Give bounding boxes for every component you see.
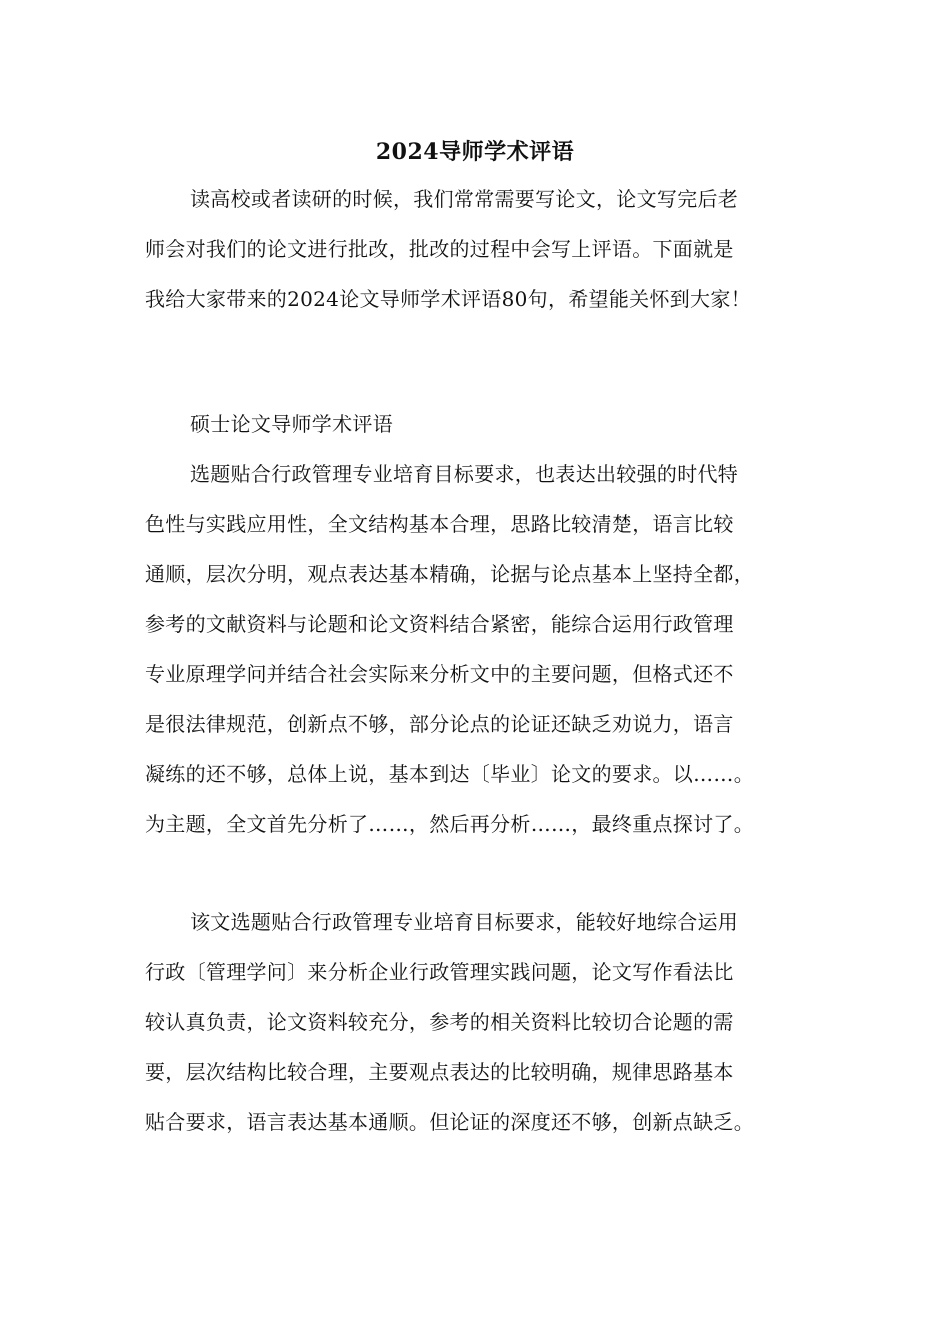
intro-line-2: 师会对我们的论文进行批改，批改的过程中会写上评语。下面就是 bbox=[145, 237, 734, 261]
paragraph1-line-3: 通顺，层次分明，观点表达基本精确，论据与论点基本上坚持全都， bbox=[145, 562, 754, 586]
intro-line-3: 我给大家带来的2024论文导师学术评语80句，希望能关怀到大家！ bbox=[145, 287, 751, 311]
paragraph1-line-6: 是很法律规范，创新点不够，部分论点的论证还缺乏劝说力，语言 bbox=[145, 712, 734, 736]
paragraph1-line-2: 色性与实践应用性，全文结构基本合理，思路比较清楚，语言比较 bbox=[145, 512, 734, 536]
paragraph2-line-2: 行政〔管理学问〕来分析企业行政管理实践问题，论文写作看法比 bbox=[145, 960, 734, 984]
paragraph1-line-4: 参考的文献资料与论题和论文资料结合紧密，能综合运用行政管理 bbox=[145, 612, 734, 636]
paragraph2-line-3: 较认真负责，论文资料较充分，参考的相关资料比较切合论题的需 bbox=[145, 1010, 734, 1034]
intro-line-1: 读高校或者读研的时候，我们常常需要写论文，论文写完后老 bbox=[190, 187, 739, 211]
paragraph1-line-8: 为主题，全文首先分析了……，然后再分析……，最终重点探讨了。 bbox=[145, 812, 754, 836]
section-heading: 硕士论文导师学术评语 bbox=[190, 412, 393, 436]
document-title: 2024导师学术评语 bbox=[375, 139, 575, 165]
paragraph2-line-1: 该文选题贴合行政管理专业培育目标要求，能较好地综合运用 bbox=[190, 910, 739, 934]
paragraph2-line-4: 要，层次结构比较合理，主要观点表达的比较明确，规律思路基本 bbox=[145, 1060, 734, 1084]
paragraph1-line-7: 凝练的还不够，总体上说，基本到达〔毕业〕论文的要求。以……。 bbox=[145, 762, 754, 786]
paragraph1-line-5: 专业原理学问并结合社会实际来分析文中的主要问题，但格式还不 bbox=[145, 662, 734, 686]
paragraph2-line-5: 贴合要求，语言表达基本通顺。但论证的深度还不够，创新点缺乏。 bbox=[145, 1110, 754, 1134]
paragraph1-line-1: 选题贴合行政管理专业培育目标要求，也表达出较强的时代特 bbox=[190, 462, 739, 486]
